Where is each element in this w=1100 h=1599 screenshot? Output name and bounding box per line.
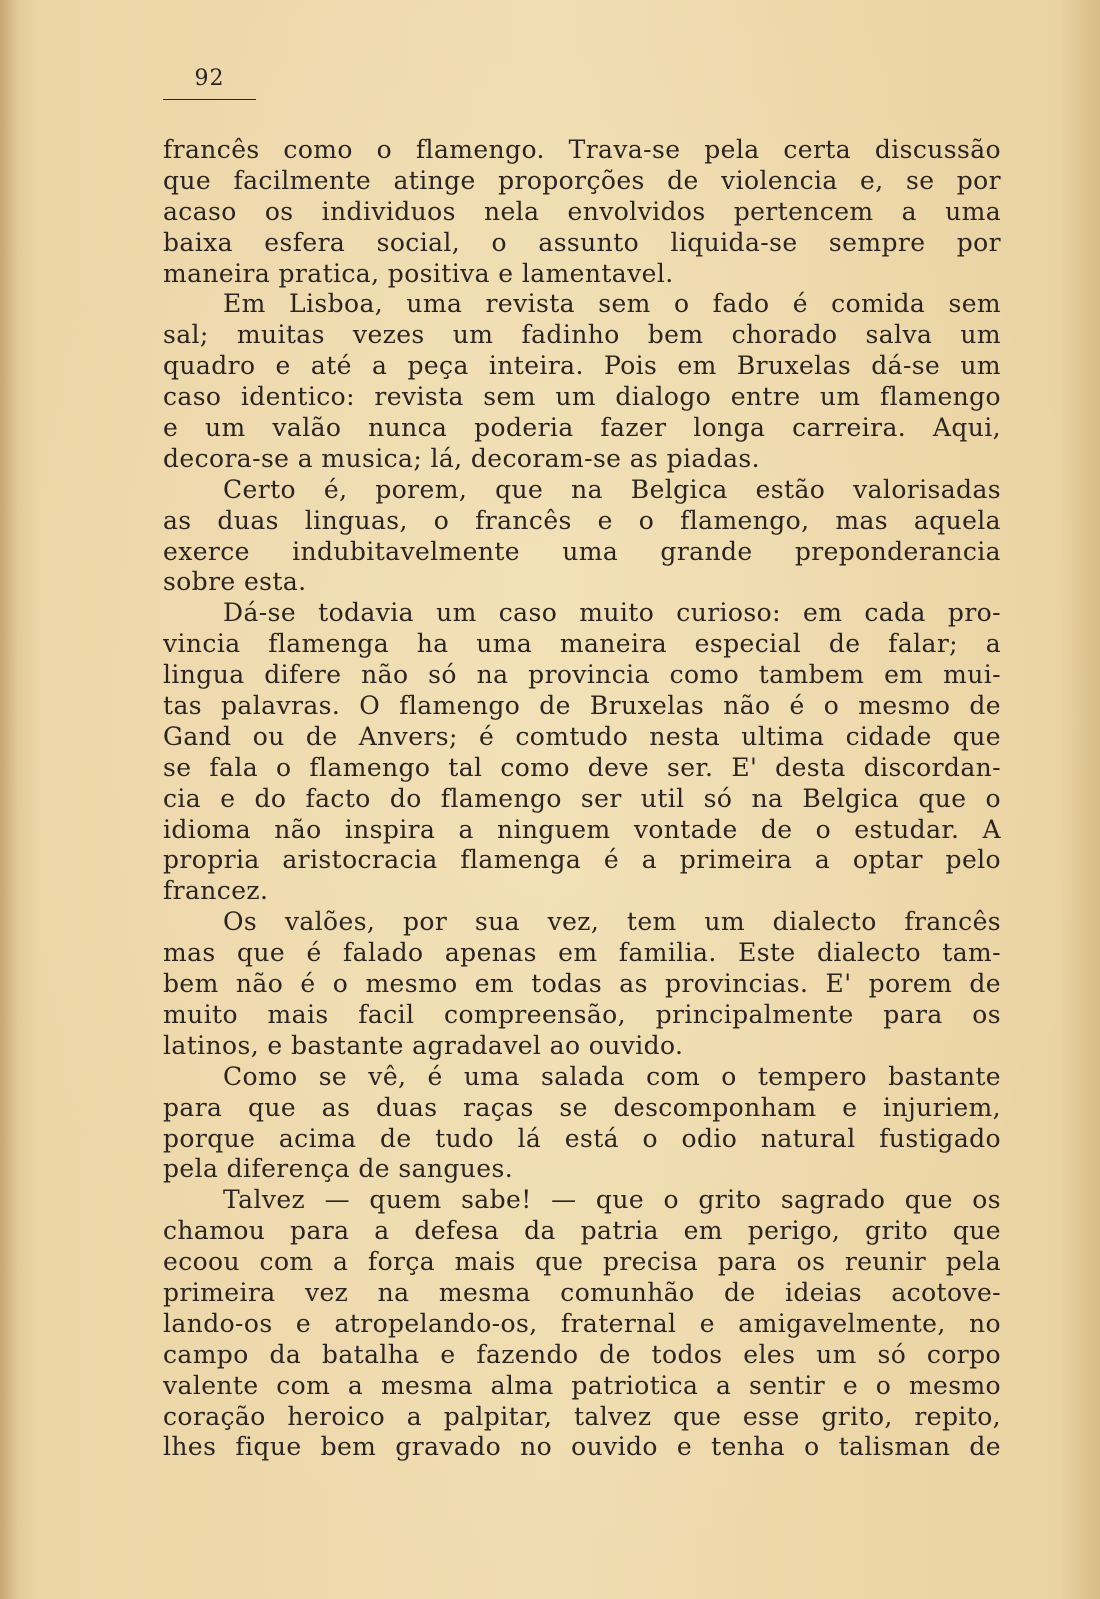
text-line: para que as duas raças se descomponham e injuriem,	[163, 1092, 1001, 1122]
text-line: ecoou com a força mais que precisa para os reunir pela	[163, 1247, 1001, 1277]
text-line: pela diferença de sangues.	[163, 1154, 514, 1184]
text-line: campo da batalha e fazendo de todos eles um só corpo	[163, 1339, 1001, 1369]
text-line: tas palavras. O flamengo de Bruxelas não é o mesmo de	[163, 691, 1001, 721]
text-line: acaso os individuos nela envolvidos pertencem a uma	[163, 196, 1001, 226]
text-line: francez.	[163, 876, 269, 906]
text-line: mas que é falado apenas em familia. Este dialecto tam-	[163, 938, 1001, 968]
text-line: sal; muitas vezes um fadinho bem chorado salva um	[163, 320, 1001, 350]
text-line: cia e do facto do flamengo ser util só na Belgica que o	[163, 783, 1001, 813]
text-line: baixa esfera social, o assunto liquida-se sempre por	[163, 227, 1001, 257]
text-line: latinos, e bastante agradavel ao ouvido.	[163, 1030, 684, 1060]
text-line: exerce indubitavelmente uma grande preponderancia	[163, 536, 1001, 566]
text-line: lingua difere não só na provincia como tambem em mui-	[163, 660, 1001, 690]
text-line: Como se vê, é uma salada com o tempero bastante	[223, 1061, 1001, 1091]
text-line: lando-os e atropelando-os, fraternal e amigavelmente, no	[163, 1308, 1001, 1338]
text-line: muito mais facil compreensão, principalmente para os	[163, 999, 1001, 1029]
text-line: lhes fique bem gravado no ouvido e tenha o talisman de	[163, 1432, 1001, 1462]
text-line: Talvez — quem sabe! — que o grito sagrado que os	[223, 1185, 1001, 1215]
text-line: valente com a mesma alma patriotica a sentir e o mesmo	[163, 1370, 1001, 1400]
text-line: maneira pratica, positiva e lamentavel.	[163, 258, 674, 288]
text-line: Os valões, por sua vez, tem um dialecto francês	[223, 907, 1001, 937]
page-number-rule	[163, 99, 256, 100]
text-line: as duas linguas, o francês e o flamengo, mas aquela	[163, 505, 1001, 535]
text-line: primeira vez na mesma comunhão de ideias acotove-	[163, 1277, 1001, 1307]
text-line: vincia flamenga ha uma maneira especial de falar; a	[163, 629, 1001, 659]
body-text	[163, 135, 1001, 1463]
text-line: propria aristocracia flamenga é a primeira a optar pelo	[163, 845, 1001, 875]
text-line: Em Lisboa, uma revista sem o fado é comida sem	[223, 289, 1001, 319]
text-line: bem não é o mesmo em todas as provincias. E' porem de	[163, 969, 1001, 999]
text-line: sobre esta.	[163, 567, 307, 597]
text-line: quadro e até a peça inteira. Pois em Bruxelas dá-se um	[163, 351, 1001, 381]
text-line: Dá-se todavia um caso muito curioso: em cada pro-	[223, 598, 1001, 628]
text-line: coração heroico a palpitar, talvez que esse grito, repito,	[163, 1401, 1001, 1431]
text-line: idioma não inspira a ninguem vontade de o estudar. A	[163, 814, 1001, 844]
text-line: se fala o flamengo tal como deve ser. E' desta discordan-	[163, 752, 1001, 782]
text-line: francês como o flamengo. Trava-se pela certa discussão	[163, 135, 1001, 164]
page-number: 92	[194, 66, 225, 91]
text-line: Certo é, porem, que na Belgica estão valorisadas	[223, 474, 1001, 504]
text-line: e um valão nunca poderia fazer longa carreira. Aqui,	[163, 413, 1001, 443]
text-line: que facilmente atinge proporções de violencia e, se por	[163, 165, 1001, 195]
page-edge-shadow	[0, 0, 18, 1599]
text-line: decora-se a musica; lá, decoram-se as piadas.	[163, 443, 760, 473]
text-line: porque acima de tudo lá está o odio natural fustigado	[163, 1123, 1001, 1153]
text-line: caso identico: revista sem um dialogo entre um flamengo	[163, 382, 1001, 412]
text-line: Gand ou de Anvers; é comtudo nesta ultima cidade que	[163, 721, 1001, 751]
text-line: chamou para a defesa da patria em perigo, grito que	[163, 1216, 1001, 1246]
